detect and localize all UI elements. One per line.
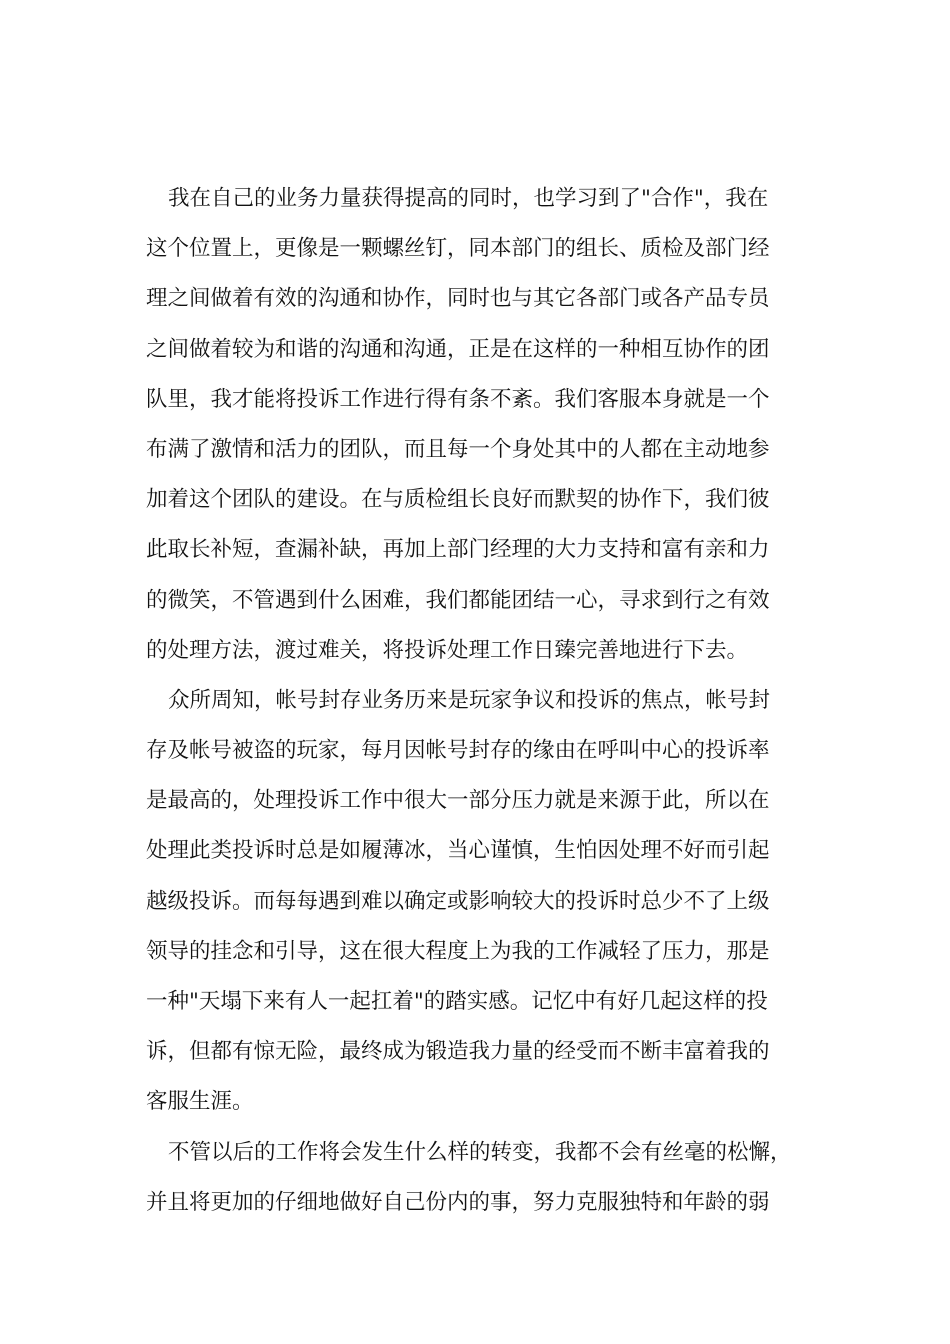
paragraph-2-line-4: 处理此类投诉时总是如履薄冰，当心谨慎，生怕因处理不好而引起	[146, 838, 770, 864]
paragraph-3-line-1: 不管以后的工作将会发生什么样的转变，我都不会有丝毫的松懈，	[168, 1139, 792, 1165]
paragraph-1-line-2: 这个位置上，更像是一颗螺丝钉，同本部门的组长、质检及部门经	[146, 236, 770, 262]
paragraph-1-line-4: 之间做着较为和谐的沟通和沟通，正是在这样的一种相互协作的团	[146, 336, 770, 362]
paragraph-2-line-8: 诉，但都有惊无险，最终成为锻造我力量的经受而不断丰富着我的	[146, 1039, 770, 1065]
paragraph-1-line-3: 理之间做着有效的沟通和协作，同时也与其它各部门或各产品专员	[146, 286, 770, 312]
paragraph-1-line-5: 队里，我才能将投诉工作进行得有条不紊。我们客服本身就是一个	[146, 386, 770, 412]
paragraph-1-line-7: 加着这个团队的建设。在与质检组长良好而默契的协作下，我们彼	[146, 487, 770, 513]
paragraph-1-line-8: 此取长补短，查漏补缺，再加上部门经理的大力支持和富有亲和力	[146, 537, 770, 563]
paragraph-3-line-2: 并且将更加的仔细地做好自己份内的事，努力克服独特和年龄的弱	[146, 1189, 770, 1215]
paragraph-1-line-1: 我在自己的业务力量获得提高的同时，也学习到了"合作"，我在	[168, 186, 769, 211]
paragraph-2-line-5: 越级投诉。而每每遇到难以确定或影响较大的投诉时总少不了上级	[146, 888, 770, 914]
document-body	[146, 174, 806, 1228]
paragraph-2-line-1: 众所周知，帐号封存业务历来是玩家争议和投诉的焦点，帐号封	[168, 687, 771, 713]
paragraph-2-line-2: 存及帐号被盗的玩家，每月因帐号封存的缘由在呼叫中心的投诉率	[146, 738, 770, 764]
paragraph-1-line-9: 的微笑，不管遇到什么困难，我们都能团结一心，寻求到行之有效	[146, 587, 770, 613]
paragraph-1-line-10: 的处理方法，渡过难关，将投诉处理工作日臻完善地进行下去。	[146, 637, 749, 663]
paragraph-2-line-6: 领导的挂念和引导，这在很大程度上为我的工作减轻了压力，那是	[146, 938, 770, 964]
paragraph-1-line-6: 布满了激情和活力的团队，而且每一个身处其中的人都在主动地参	[146, 436, 770, 462]
paragraph-2-line-3: 是最高的，处理投诉工作中很大一部分压力就是来源于此，所以在	[146, 788, 770, 814]
paragraph-2-line-7: 一种"天塌下来有人一起扛着"的踏实感。记忆中有好几起这样的投	[146, 989, 768, 1014]
paragraph-2-line-9: 客服生涯。	[146, 1089, 254, 1115]
